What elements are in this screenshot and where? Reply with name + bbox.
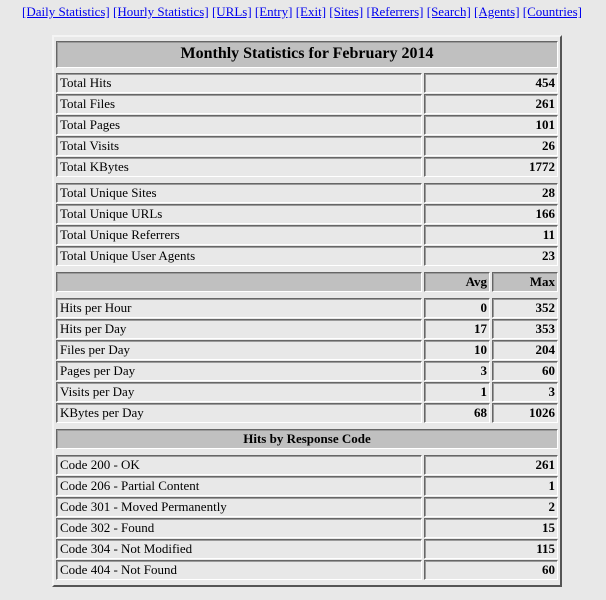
response-code-label: Code 302 - Found xyxy=(56,518,422,538)
stat-label: Total Visits xyxy=(56,136,422,156)
nav-link-daily-statistics[interactable]: [Daily Statistics] xyxy=(22,4,110,19)
stat-value: 26 xyxy=(424,136,558,156)
avg-column-header: Avg xyxy=(424,272,490,292)
stat-label: Total Unique URLs xyxy=(56,204,422,224)
max-value: 352 xyxy=(492,298,558,318)
page-title: Monthly Statistics for February 2014 xyxy=(56,41,558,68)
stat-label: Total Files xyxy=(56,94,422,114)
nav-link-entry[interactable]: [Entry] xyxy=(254,4,293,19)
avg-value: 68 xyxy=(424,403,490,423)
max-column-header: Max xyxy=(492,272,558,292)
response-code-label: Code 206 - Partial Content xyxy=(56,476,422,496)
response-code-value: 2 xyxy=(424,497,558,517)
nav-bar xyxy=(22,4,582,20)
stat-value: 261 xyxy=(424,94,558,114)
stat-label: Hits per Day xyxy=(56,319,422,339)
stat-value: 28 xyxy=(424,183,558,203)
response-code-header: Hits by Response Code xyxy=(56,429,558,449)
stat-label: Total Unique User Agents xyxy=(56,246,422,266)
avg-value: 3 xyxy=(424,361,490,381)
response-code-label: Code 404 - Not Found xyxy=(56,560,422,580)
max-value: 60 xyxy=(492,361,558,381)
nav-link-sites[interactable]: [Sites] xyxy=(329,4,364,19)
stat-label: Files per Day xyxy=(56,340,422,360)
stat-label: Total Unique Referrers xyxy=(56,225,422,245)
max-value: 1026 xyxy=(492,403,558,423)
response-code-label: Code 301 - Moved Permanently xyxy=(56,497,422,517)
response-code-label: Code 304 - Not Modified xyxy=(56,539,422,559)
stat-value: 11 xyxy=(424,225,558,245)
avg-value: 1 xyxy=(424,382,490,402)
max-value: 204 xyxy=(492,340,558,360)
stat-label: Total Hits xyxy=(56,73,422,93)
stat-label: Total KBytes xyxy=(56,157,422,177)
nav-link-urls[interactable]: [URLs] xyxy=(211,4,252,19)
stat-label: Total Pages xyxy=(56,115,422,135)
stat-label: KBytes per Day xyxy=(56,403,422,423)
stat-value: 101 xyxy=(424,115,558,135)
avg-value: 17 xyxy=(424,319,490,339)
stat-label: Hits per Hour xyxy=(56,298,422,318)
max-value: 3 xyxy=(492,382,558,402)
stat-label: Total Unique Sites xyxy=(56,183,422,203)
response-code-value: 15 xyxy=(424,518,558,538)
stat-label: Pages per Day xyxy=(56,361,422,381)
nav-link-countries[interactable]: [Countries] xyxy=(522,4,582,19)
response-code-value: 261 xyxy=(424,455,558,475)
response-code-value: 115 xyxy=(424,539,558,559)
response-code-label: Code 200 - OK xyxy=(56,455,422,475)
stat-value: 23 xyxy=(424,246,558,266)
nav-link-agents[interactable]: [Agents] xyxy=(474,4,520,19)
nav-link-hourly-statistics[interactable]: [Hourly Statistics] xyxy=(113,4,209,19)
stat-value: 1772 xyxy=(424,157,558,177)
avg-value: 10 xyxy=(424,340,490,360)
monthly-stats-table xyxy=(52,35,562,587)
stat-label: Visits per Day xyxy=(56,382,422,402)
stat-value: 166 xyxy=(424,204,558,224)
avg-value: 0 xyxy=(424,298,490,318)
nav-link-referrers[interactable]: [Referrers] xyxy=(366,4,424,19)
response-code-value: 1 xyxy=(424,476,558,496)
stat-value: 454 xyxy=(424,73,558,93)
averages-header-blank xyxy=(56,272,422,292)
nav-link-search[interactable]: [Search] xyxy=(426,4,471,19)
nav-link-exit[interactable]: [Exit] xyxy=(295,4,327,19)
response-code-value: 60 xyxy=(424,560,558,580)
max-value: 353 xyxy=(492,319,558,339)
